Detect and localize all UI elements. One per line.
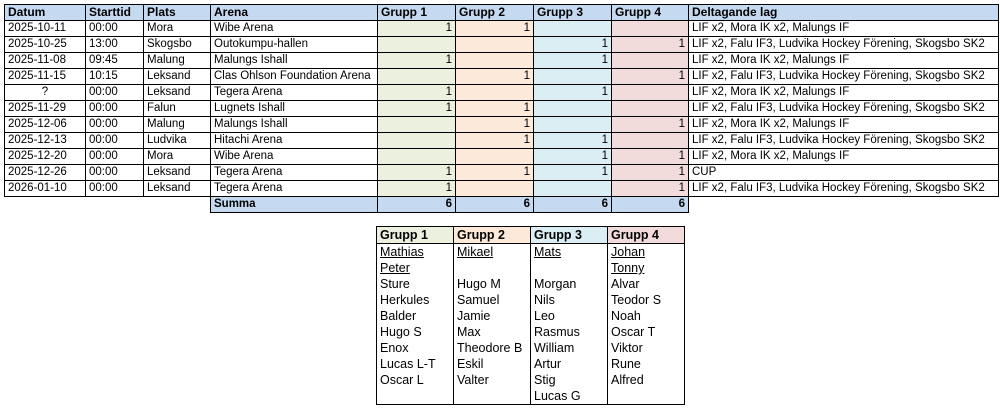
group-3-leader: Mats (531, 244, 608, 261)
cell-deltagande-lag: LIF x2, Falu IF3, Ludvika Hockey Förening, Skogsbo SK2 (689, 133, 999, 149)
summa-row (5, 197, 999, 213)
group-4-leader: Tonny (608, 260, 685, 276)
cell-datum: 2025-11-29 (5, 101, 86, 117)
cell-grupp-3: 1 (534, 133, 612, 149)
cell-grupp-2: 1 (456, 69, 534, 85)
group-1-member (377, 388, 454, 405)
cell-datum: 2025-10-25 (5, 37, 86, 53)
cell-arena: Tegera Arena (211, 85, 378, 101)
cell-datum: 2025-12-06 (5, 117, 86, 133)
cell-grupp-1: 1 (378, 101, 456, 117)
group-member-row (377, 276, 685, 292)
cell-grupp-4: 1 (612, 181, 689, 197)
group-2-member (454, 388, 531, 405)
cell-grupp-3: 1 (534, 165, 612, 181)
table-row (5, 133, 999, 149)
cell-grupp-4: 1 (612, 69, 689, 85)
header-arena: Arena (211, 5, 378, 21)
cell-grupp-2: 1 (456, 117, 534, 133)
cell-arena: Tegera Arena (211, 181, 378, 197)
group-leader-row (377, 260, 685, 276)
group-3-leader (531, 260, 608, 276)
header-deltagande-lag: Deltagande lag (689, 5, 999, 21)
cell-grupp-2 (456, 37, 534, 53)
cell-datum: 2025-12-13 (5, 133, 86, 149)
group-3-member: Morgan (531, 276, 608, 292)
cell-deltagande-lag: LIF x2, Falu IF3, Ludvika Hockey Förening, Skogsbo SK2 (689, 69, 999, 85)
cell-starttid: 00:00 (86, 181, 144, 197)
cell-deltagande-lag: CUP (689, 165, 999, 181)
cell-plats: Skogsbo (144, 37, 211, 53)
cell-grupp-2 (456, 85, 534, 101)
group-4-member: Alvar (608, 276, 685, 292)
group-1-member: Balder (377, 308, 454, 324)
summa-grupp-4: 6 (612, 197, 689, 213)
group-2-member: Samuel (454, 292, 531, 308)
cell-deltagande-lag: LIF x2, Mora IK x2, Malungs IF (689, 53, 999, 69)
blank-cell (5, 197, 86, 213)
group-2-leader: Mikael (454, 244, 531, 261)
blank-cell (144, 197, 211, 213)
header-datum: Datum (5, 5, 86, 21)
group-1-leader: Peter (377, 260, 454, 276)
cell-starttid: 00:00 (86, 117, 144, 133)
summa-label: Summa (211, 197, 378, 213)
cell-datum: 2025-12-26 (5, 165, 86, 181)
group-member-row (377, 372, 685, 388)
cell-grupp-3 (534, 117, 612, 133)
cell-grupp-3 (534, 69, 612, 85)
cell-grupp-4: 1 (612, 37, 689, 53)
cell-datum: 2026-01-10 (5, 181, 86, 197)
summa-grupp-2: 6 (456, 197, 534, 213)
cell-grupp-4 (612, 85, 689, 101)
cell-plats: Mora (144, 149, 211, 165)
header-grupp-4: Grupp 4 (612, 5, 689, 21)
cell-datum: 2025-12-20 (5, 149, 86, 165)
cell-datum: ? (5, 85, 86, 101)
cell-plats: Malung (144, 53, 211, 69)
cell-grupp-4 (612, 21, 689, 37)
table-row (5, 101, 999, 117)
group-4-member: Rune (608, 356, 685, 372)
blank-cell (689, 197, 999, 213)
cell-grupp-1: 1 (378, 21, 456, 37)
cell-datum: 2025-11-08 (5, 53, 86, 69)
group-header-1: Grupp 1 (377, 227, 454, 244)
cell-arena: Malungs Ishall (211, 117, 378, 133)
cell-grupp-3 (534, 21, 612, 37)
table-row (5, 117, 999, 133)
group-3-member: Stig (531, 372, 608, 388)
group-1-leader: Mathias (377, 244, 454, 261)
cell-grupp-4: 1 (612, 165, 689, 181)
group-1-member: Enox (377, 340, 454, 356)
table-row (5, 53, 999, 69)
cell-starttid: 00:00 (86, 101, 144, 117)
header-grupp-3: Grupp 3 (534, 5, 612, 21)
table-row (5, 165, 999, 181)
group-member-row (377, 324, 685, 340)
cell-plats: Ludvika (144, 133, 211, 149)
group-2-member: Hugo M (454, 276, 531, 292)
group-member-row (377, 388, 685, 405)
group-2-member: Jamie (454, 308, 531, 324)
group-member-row (377, 356, 685, 372)
cell-arena: Wibe Arena (211, 149, 378, 165)
cell-grupp-3: 1 (534, 149, 612, 165)
group-1-member: Sture (377, 276, 454, 292)
group-4-member (608, 388, 685, 405)
group-leader-row (377, 244, 685, 261)
cell-starttid: 00:00 (86, 133, 144, 149)
group-4-member: Oscar T (608, 324, 685, 340)
schedule-table (4, 4, 999, 213)
cell-deltagande-lag: LIF x2, Falu IF3, Ludvika Hockey Förening, Skogsbo SK2 (689, 37, 999, 53)
group-3-member: Artur (531, 356, 608, 372)
cell-datum: 2025-11-15 (5, 69, 86, 85)
table-row (5, 181, 999, 197)
cell-plats: Mora (144, 21, 211, 37)
cell-arena: Malungs Ishall (211, 53, 378, 69)
table-row (5, 37, 999, 53)
cell-grupp-2: 1 (456, 165, 534, 181)
cell-arena: Wibe Arena (211, 21, 378, 37)
cell-grupp-4 (612, 133, 689, 149)
group-1-member: Lucas L-T (377, 356, 454, 372)
cell-starttid: 10:15 (86, 69, 144, 85)
group-4-member: Noah (608, 308, 685, 324)
groups-header-row (377, 227, 685, 244)
cell-starttid: 00:00 (86, 21, 144, 37)
cell-plats: Malung (144, 117, 211, 133)
cell-grupp-2: 1 (456, 133, 534, 149)
cell-starttid: 00:00 (86, 165, 144, 181)
cell-deltagande-lag: LIF x2, Falu IF3, Ludvika Hockey Förening, Skogsbo SK2 (689, 101, 999, 117)
cell-starttid: 00:00 (86, 85, 144, 101)
header-grupp-2: Grupp 2 (456, 5, 534, 21)
cell-grupp-1 (378, 117, 456, 133)
table-row (5, 149, 999, 165)
header-plats: Plats (144, 5, 211, 21)
group-2-member: Theodore B (454, 340, 531, 356)
cell-grupp-1: 1 (378, 165, 456, 181)
cell-plats: Leksand (144, 181, 211, 197)
cell-grupp-3 (534, 101, 612, 117)
cell-arena: Tegera Arena (211, 165, 378, 181)
cell-plats: Leksand (144, 165, 211, 181)
cell-starttid: 00:00 (86, 149, 144, 165)
group-header-4: Grupp 4 (608, 227, 685, 244)
cell-grupp-2 (456, 53, 534, 69)
table-row (5, 69, 999, 85)
blank-cell (86, 197, 144, 213)
group-4-member: Viktor (608, 340, 685, 356)
cell-grupp-3: 1 (534, 53, 612, 69)
cell-arena: Lugnets Ishall (211, 101, 378, 117)
group-2-member: Max (454, 324, 531, 340)
group-1-member: Hugo S (377, 324, 454, 340)
cell-grupp-1 (378, 149, 456, 165)
group-1-member: Herkules (377, 292, 454, 308)
cell-grupp-1 (378, 37, 456, 53)
cell-grupp-1: 1 (378, 181, 456, 197)
group-3-member: Leo (531, 308, 608, 324)
cell-grupp-3: 1 (534, 37, 612, 53)
summa-grupp-1: 6 (378, 197, 456, 213)
cell-grupp-4 (612, 53, 689, 69)
cell-datum: 2025-10-11 (5, 21, 86, 37)
group-header-3: Grupp 3 (531, 227, 608, 244)
group-3-member: Lucas G (531, 388, 608, 405)
cell-deltagande-lag: LIF x2, Mora IK x2, Malungs IF (689, 21, 999, 37)
cell-plats: Leksand (144, 69, 211, 85)
group-1-member: Oscar L (377, 372, 454, 388)
group-header-2: Grupp 2 (454, 227, 531, 244)
cell-grupp-4: 1 (612, 117, 689, 133)
groups-table (376, 226, 685, 405)
cell-arena: Outokumpu-hallen (211, 37, 378, 53)
cell-grupp-1: 1 (378, 85, 456, 101)
cell-grupp-4 (612, 101, 689, 117)
cell-grupp-3 (534, 181, 612, 197)
group-3-member: Rasmus (531, 324, 608, 340)
header-starttid: Starttid (86, 5, 144, 21)
group-2-member: Valter (454, 372, 531, 388)
cell-plats: Falun (144, 101, 211, 117)
cell-deltagande-lag: LIF x2, Mora IK x2, Malungs IF (689, 149, 999, 165)
cell-plats: Leksand (144, 85, 211, 101)
cell-deltagande-lag: LIF x2, Mora IK x2, Malungs IF (689, 85, 999, 101)
cell-grupp-2 (456, 181, 534, 197)
group-member-row (377, 308, 685, 324)
group-2-leader (454, 260, 531, 276)
group-member-row (377, 340, 685, 356)
schedule-header-row (5, 5, 999, 21)
group-2-member: Eskil (454, 356, 531, 372)
cell-grupp-2: 1 (456, 101, 534, 117)
group-4-member: Alfred (608, 372, 685, 388)
group-3-member: Nils (531, 292, 608, 308)
header-grupp-1: Grupp 1 (378, 5, 456, 21)
group-member-row (377, 292, 685, 308)
cell-grupp-4: 1 (612, 149, 689, 165)
cell-deltagande-lag: LIF x2, Falu IF3, Ludvika Hockey Förening, Skogsbo SK2 (689, 181, 999, 197)
cell-grupp-2 (456, 149, 534, 165)
cell-arena: Clas Ohlson Foundation Arena (211, 69, 378, 85)
group-3-member: William (531, 340, 608, 356)
group-4-member: Teodor S (608, 292, 685, 308)
cell-grupp-2: 1 (456, 21, 534, 37)
group-4-leader: Johan (608, 244, 685, 261)
cell-starttid: 13:00 (86, 37, 144, 53)
cell-grupp-1 (378, 69, 456, 85)
cell-grupp-1 (378, 133, 456, 149)
summa-grupp-3: 6 (534, 197, 612, 213)
cell-deltagande-lag: LIF x2, Mora IK x2, Malungs IF (689, 117, 999, 133)
cell-starttid: 09:45 (86, 53, 144, 69)
table-row (5, 85, 999, 101)
cell-arena: Hitachi Arena (211, 133, 378, 149)
cell-grupp-3: 1 (534, 85, 612, 101)
cell-grupp-1: 1 (378, 53, 456, 69)
table-row (5, 21, 999, 37)
